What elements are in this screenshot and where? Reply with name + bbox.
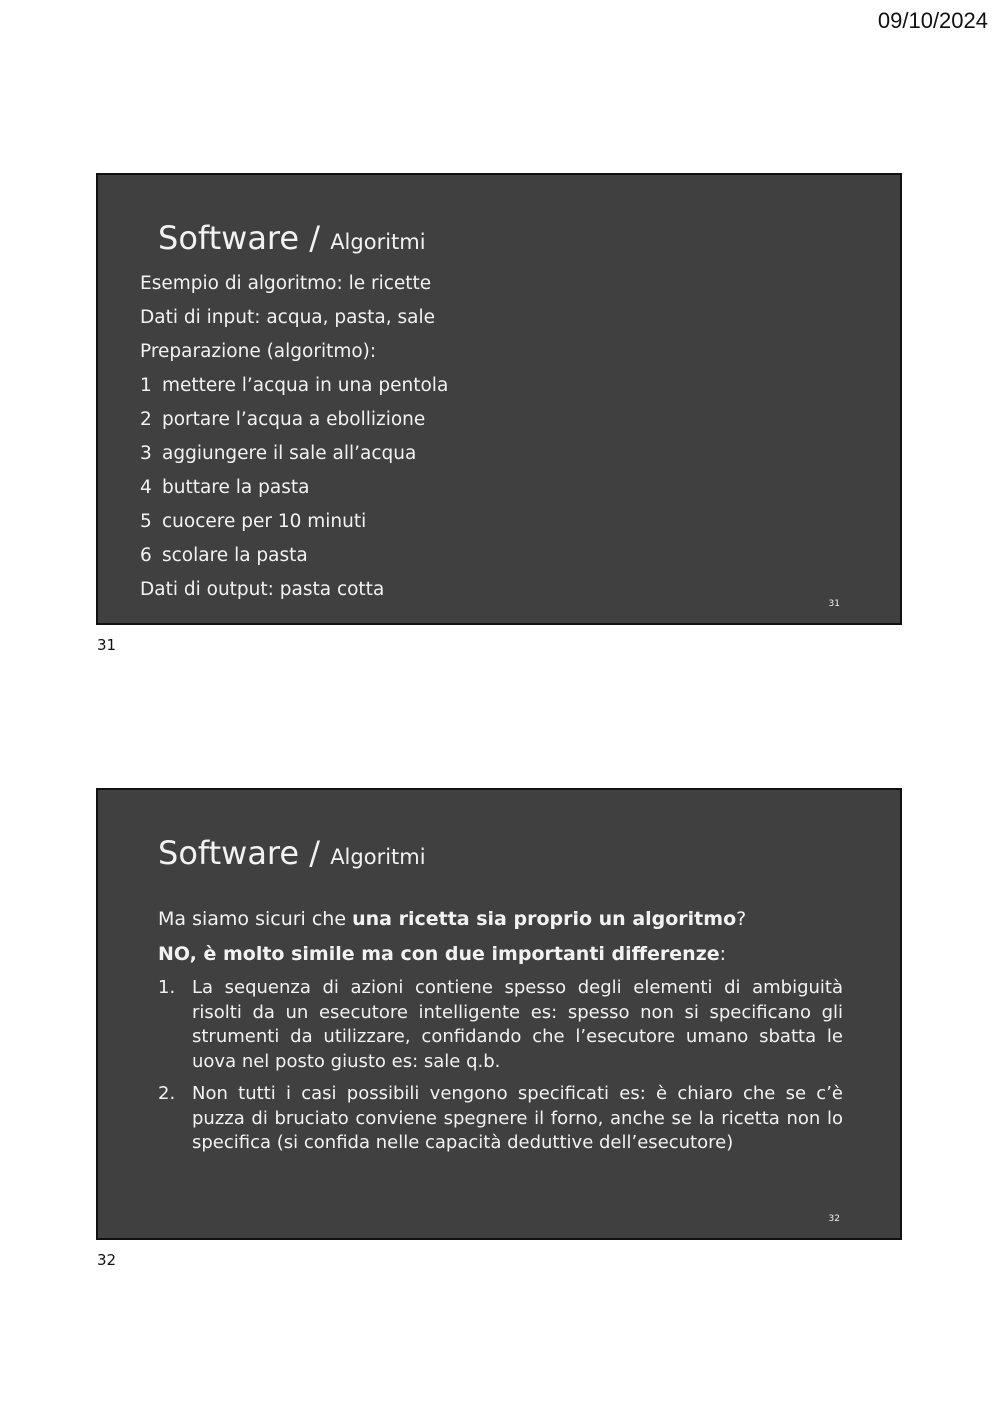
list-marker: 1.: [158, 977, 176, 998]
recipe-lines: [140, 267, 448, 607]
step-number: 2: [140, 409, 152, 430]
step-number: 6: [140, 545, 152, 566]
list-item: [158, 976, 843, 1074]
slide-31: [96, 173, 902, 625]
step-number: 1: [140, 375, 152, 396]
recipe-step: [140, 369, 448, 403]
list-item: [158, 1082, 843, 1156]
recipe-line: Dati di input: acqua, pasta, sale: [140, 307, 435, 328]
slide-title-main: Software /: [158, 219, 331, 257]
step-number: 3: [140, 443, 152, 464]
recipe-step: [140, 505, 448, 539]
slide-title: [158, 834, 426, 872]
list-item-text: Non tutti i casi possibili vengono specificati es: è chiaro che se c’è puzza di bruciato conviene spegnere il forno, anche se la ricetta non lo specifica (si confida nelle capacità deduttive dell’esecutore): [192, 1083, 843, 1153]
slide-title-sub: Algoritmi: [330, 230, 426, 254]
question-line: Ma siamo sicuri che una ricetta sia proprio un algoritmo?: [158, 908, 747, 930]
slide-number: 31: [828, 599, 840, 609]
slide-title-main: Software /: [158, 834, 331, 872]
page-label: 31: [97, 636, 117, 654]
slide-title: [158, 219, 426, 257]
recipe-line: Dati di output: pasta cotta: [140, 579, 385, 600]
step-text: mettere l’acqua in una pentola: [162, 375, 449, 396]
step-text: scolare la pasta: [162, 545, 308, 566]
step-text: aggiungere il sale all’acqua: [162, 443, 417, 464]
page-date: 09/10/2024: [877, 8, 988, 33]
list-marker: 2.: [158, 1083, 176, 1104]
list-item-text: La sequenza di azioni contiene spesso degli elementi di ambiguità risolti da un esecutore intelligente es: spesso non si specificano gli strumenti da utilizzare, confidando che l’esecutore umano sbatta le uova nel posto giusto es: sale q.b.: [192, 977, 843, 1072]
answer-line: NO, è molto simile ma con due importanti differenze:: [158, 943, 727, 965]
recipe-step: [140, 539, 448, 573]
step-text: buttare la pasta: [162, 477, 310, 498]
recipe-step: [140, 403, 448, 437]
recipe-line: Esempio di algoritmo: le ricette: [140, 273, 432, 294]
page-label: 32: [97, 1251, 117, 1269]
slide-number: 32: [828, 1214, 840, 1224]
recipe-step: [140, 437, 448, 471]
recipe-step: [140, 471, 448, 505]
slide-body: [158, 906, 843, 1164]
step-text: portare l’acqua a ebollizione: [162, 409, 426, 430]
slide-title-sub: Algoritmi: [330, 845, 426, 869]
recipe-line: Preparazione (algoritmo):: [140, 341, 377, 362]
step-number: 5: [140, 511, 152, 532]
differences-list: [158, 976, 843, 1156]
slide-32: [96, 788, 902, 1240]
step-number: 4: [140, 477, 152, 498]
step-text: cuocere per 10 minuti: [162, 511, 367, 532]
